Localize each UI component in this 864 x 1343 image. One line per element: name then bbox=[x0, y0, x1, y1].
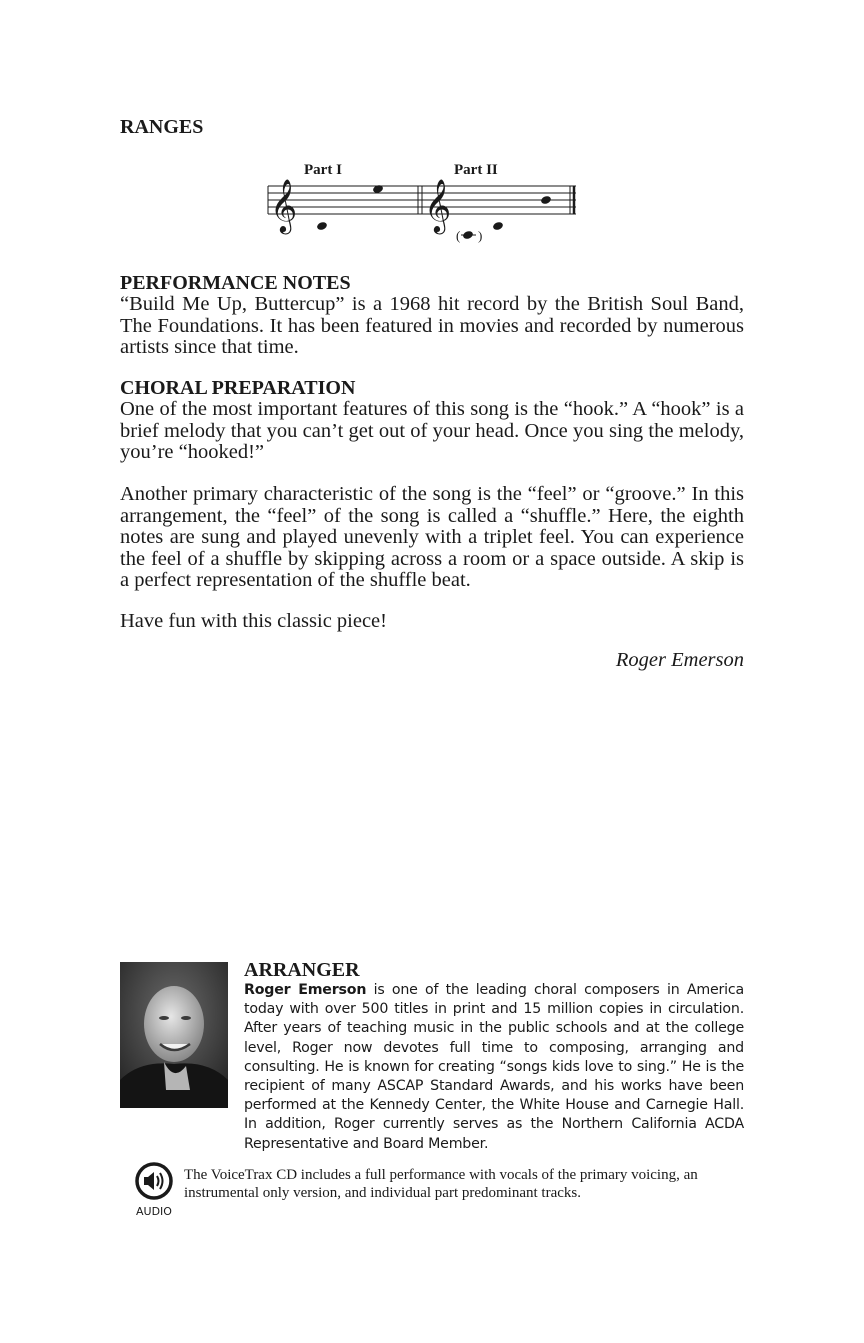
performance-notes-body: “Build Me Up, Buttercup” is a 1968 hit record by the British Soul Band, The Foundations. It has been featured in movies and recorded by numerous artists since that time. bbox=[120, 293, 744, 358]
choral-paragraph-3: Have fun with this classic piece! bbox=[120, 610, 387, 632]
speaker-icon bbox=[134, 1161, 174, 1201]
ranges-heading: RANGES bbox=[120, 116, 204, 138]
choral-paragraph-2: Another primary characteristic of the song is the “feel” or “groove.” In this arrangement, the “feel” of the song is called a “shuffle.” Here, the eighth notes are sung and played unevenly with a triplet feel. You can experience the feel of a shuffle by skipping across a room or a space outside. A skip is a perfect representation of the shuffle beat. bbox=[120, 483, 744, 591]
optional-paren-right: ) bbox=[478, 228, 483, 243]
choral-paragraph-1: One of the most important features of this song is the “hook.” A “hook” is a brief melody that you can’t get out of your head. Once you sing the melody, you’re “hooked!” bbox=[120, 398, 744, 463]
optional-paren-left: ( bbox=[456, 228, 461, 243]
part-2-label: Part II bbox=[454, 162, 498, 178]
vocal-range-staff bbox=[264, 155, 584, 245]
arranger-bio bbox=[244, 981, 744, 1154]
audio-label: AUDIO bbox=[136, 1205, 172, 1218]
choral-preparation-heading: CHORAL PREPARATION bbox=[120, 377, 356, 399]
part-1-label: Part I bbox=[304, 162, 342, 178]
arranger-heading: ARRANGER bbox=[244, 959, 360, 981]
arranger-photo bbox=[120, 962, 228, 1108]
arranger-name: Roger Emerson bbox=[244, 982, 367, 998]
arranger-bio-text: is one of the leading choral composers in America today with over 500 titles in print and 15 million copies in circulation. After years of teaching music in the public schools and at the college level, Roger now devotes full time to composing, arranging and consulting. He is known for creating “songs kids love to sing.” He is the recipient of many ASCAP Standard Awards, and his works have been performed at the Kennedy Center, the White House and Carnegie Hall. In addition, Roger currently serves as the Northern California ACDA Representative and Board Member. bbox=[244, 982, 745, 1152]
treble-clef-icon: 𝄞 bbox=[270, 178, 298, 232]
author-signature: Roger Emerson bbox=[615, 649, 744, 671]
performance-notes-heading: PERFORMANCE NOTES bbox=[120, 272, 351, 294]
part-2-optional-note bbox=[462, 230, 474, 240]
part-1-low-note bbox=[316, 221, 328, 231]
part-2-low-note bbox=[492, 221, 504, 231]
audio-description: The VoiceTrax CD includes a full performance with vocals of the primary voicing, an instrumental only version, and individual part predominant tracks. bbox=[184, 1167, 698, 1201]
part-2-high-note bbox=[540, 195, 552, 205]
treble-clef-icon-2: 𝄞 bbox=[424, 178, 452, 232]
